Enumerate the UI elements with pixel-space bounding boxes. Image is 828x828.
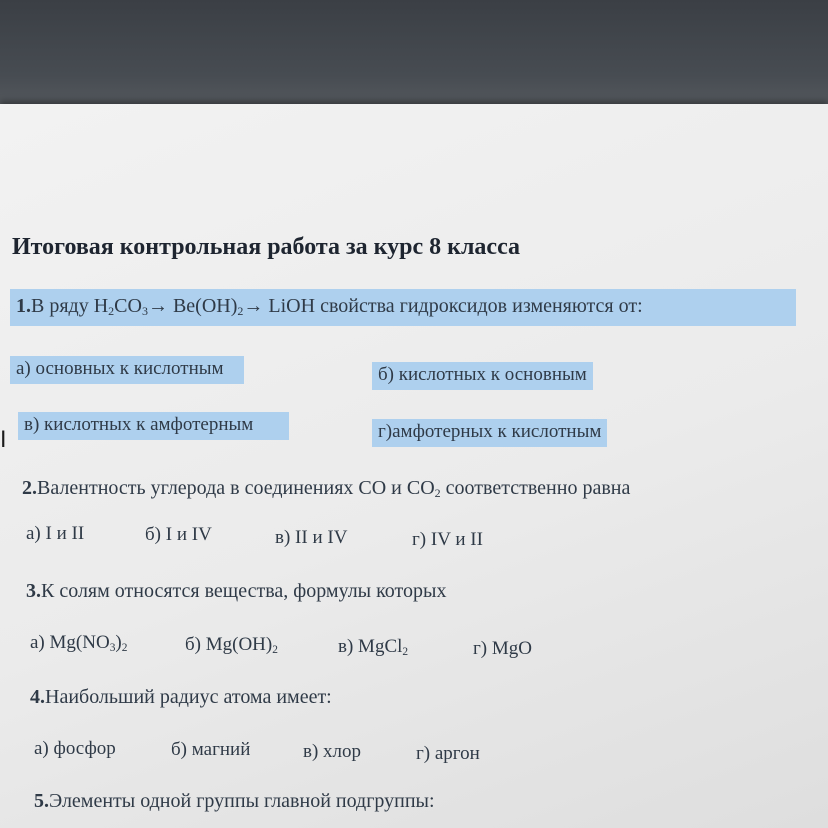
question-4-option-a: а) фосфор: [34, 738, 116, 759]
formula-subscript: 3: [141, 304, 148, 318]
formula-subscript: 2: [108, 304, 115, 318]
question-2-option-c: в) II и IV: [275, 527, 348, 548]
question-5-number: 5.: [34, 790, 49, 812]
question-4-number: 4.: [30, 686, 45, 708]
question-5: [34, 790, 435, 813]
question-3-option-c: [338, 636, 408, 658]
question-4: [30, 686, 332, 709]
question-2-text-end: соответственно равна: [440, 477, 631, 499]
monitor-bezel-background: [0, 0, 828, 108]
formula-part: в) MgCl: [338, 636, 403, 657]
formula-subscript: 2: [434, 486, 441, 500]
question-2-option-d: г) IV и II: [412, 529, 483, 550]
question-3-option-a: [30, 632, 127, 654]
formula-part: б) Mg(OH): [185, 634, 273, 655]
document-page[interactable]: [0, 104, 828, 828]
formula-part: CO: [114, 295, 142, 317]
question-2-option-b: б) I и IV: [145, 524, 212, 545]
text-cursor-icon: I: [0, 428, 7, 453]
formula-part: ): [115, 632, 122, 653]
question-3: [26, 580, 446, 603]
page-title: Итоговая контрольная работа за курс 8 класса: [12, 234, 521, 260]
question-2: [22, 477, 630, 500]
question-4-text: Наибольший радиус атома имеет:: [45, 686, 332, 708]
question-5-text: Элементы одной группы главной подгруппы:: [49, 790, 435, 812]
question-4-option-d: г) аргон: [416, 743, 480, 764]
question-3-number: 3.: [26, 580, 41, 602]
question-3-option-d: г) MgO: [473, 638, 532, 659]
formula-subscript: 2: [121, 641, 128, 654]
question-2-number: 2.: [22, 477, 37, 499]
formula-part: а) Mg(NO: [30, 632, 110, 653]
question-4-option-c: в) хлор: [303, 741, 362, 762]
question-2-text: Валентность углерода в соединениях CO и CO: [37, 477, 435, 499]
question-1-option-d: г)амфотерных к кислотным: [372, 419, 607, 447]
formula-subscript: 2: [237, 304, 244, 318]
question-3-text: К солям относятся вещества, формулы которых: [41, 580, 447, 602]
question-1-text-start: В ряду H: [31, 295, 109, 317]
question-4-option-b: б) магний: [171, 739, 251, 760]
question-1-number: 1.: [16, 295, 31, 317]
question-1-text-end: → LiOH свойства гидроксидов изменяются от:: [243, 295, 643, 317]
formula-subscript: 2: [272, 643, 278, 656]
question-2-option-a: а) I и II: [26, 523, 85, 544]
formula-part: → Be(OH): [147, 295, 238, 317]
question-1-option-a: а) основных к кислотным: [10, 356, 244, 384]
question-3-option-b: [185, 634, 278, 656]
question-1-option-b: б) кислотных к основным: [372, 362, 593, 390]
formula-subscript: 3: [109, 641, 116, 654]
formula-subscript: 2: [402, 645, 409, 658]
question-1-option-c: в) кислотных к амфотерным: [18, 412, 289, 440]
question-1: [10, 289, 796, 326]
